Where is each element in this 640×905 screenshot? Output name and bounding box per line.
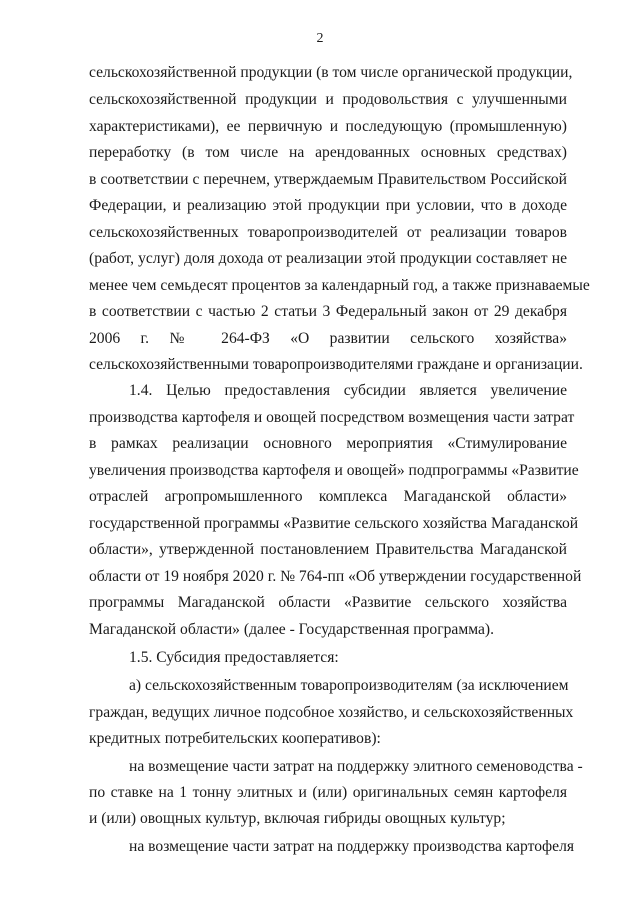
text-line: Федерации, и реализацию этой продукции при условии, что в доходе (89, 197, 567, 214)
text-line: сельскохозяйственных товаропроизводителей от реализации товаров (89, 224, 567, 241)
text-line: области», утвержденной постановлением Правительства Магаданской (89, 541, 567, 558)
text-line: менее чем семьдесят процентов за календарный год, а также признаваемые (89, 277, 590, 294)
text-line: (работ, услуг) доля дохода от реализации этой продукции составляет не (89, 250, 567, 267)
text-line: переработку (в том числе на арендованных основных средствах) (89, 144, 567, 161)
text-line: области от 19 ноября 2020 г. № 764-пп «Об утверждении государственной (89, 568, 582, 585)
text-line: 2006 г. № 264-ФЗ «О развитии сельского хозяйства» (89, 330, 567, 347)
item-a-start: а) сельскохозяйственным товаропроизводителям (за исключением (129, 677, 569, 694)
text-line: кредитных потребительских кооперативов): (89, 730, 381, 747)
text-line: государственной программы «Развитие сельского хозяйства Магаданской (89, 515, 579, 532)
paragraph-1-5-heading: 1.5. Субсидия предоставляется: (129, 649, 339, 666)
text-line: сельскохозяйственной продукции и продовольствия с улучшенными (89, 91, 567, 108)
paragraph-1-4-start: 1.4. Целью предоставления субсидии является увеличение (129, 382, 567, 399)
potato-production-paragraph-start: на возмещение части затрат на поддержку производства картофеля (129, 838, 575, 855)
elite-seed-paragraph-start: на возмещение части затрат на поддержку элитного семеноводства - (129, 758, 583, 775)
text-line: отраслей агропромышленного комплекса Магаданской области» (89, 488, 567, 505)
text-line: по ставке на 1 тонну элитных и (или) оригинальных семян картофеля (89, 784, 567, 801)
page-number: 2 (316, 31, 324, 46)
text-line: программы Магаданской области «Развитие сельского хозяйства (89, 594, 567, 611)
text-line: характеристиками), ее первичную и последующую (промышленную) (89, 118, 567, 135)
text-line: в рамках реализации основного мероприятия «Стимулирование (89, 435, 567, 452)
text-line: в соответствии с частью 2 статьи 3 Федеральный закон от 29 декабря (89, 303, 567, 320)
text-line: сельскохозяйственными товаропроизводителями граждане и организации. (89, 356, 583, 373)
text-line: производства картофеля и овощей посредством возмещения части затрат (89, 409, 575, 426)
text-line: и (или) овощных культур, включая гибриды овощных культур; (89, 810, 506, 827)
text-line: в соответствии с перечнем, утверждаемым Правительством Российской (89, 171, 567, 188)
text-line: увеличения производства картофеля и овощей» подпрограммы «Развитие (89, 462, 579, 479)
text-line: граждан, ведущих личное подсобное хозяйство, и сельскохозяйственных (89, 704, 574, 721)
text-line: Магаданской области» (далее - Государственная программа). (89, 621, 494, 638)
text-line: сельскохозяйственной продукции (в том числе органической продукции, (89, 64, 573, 81)
